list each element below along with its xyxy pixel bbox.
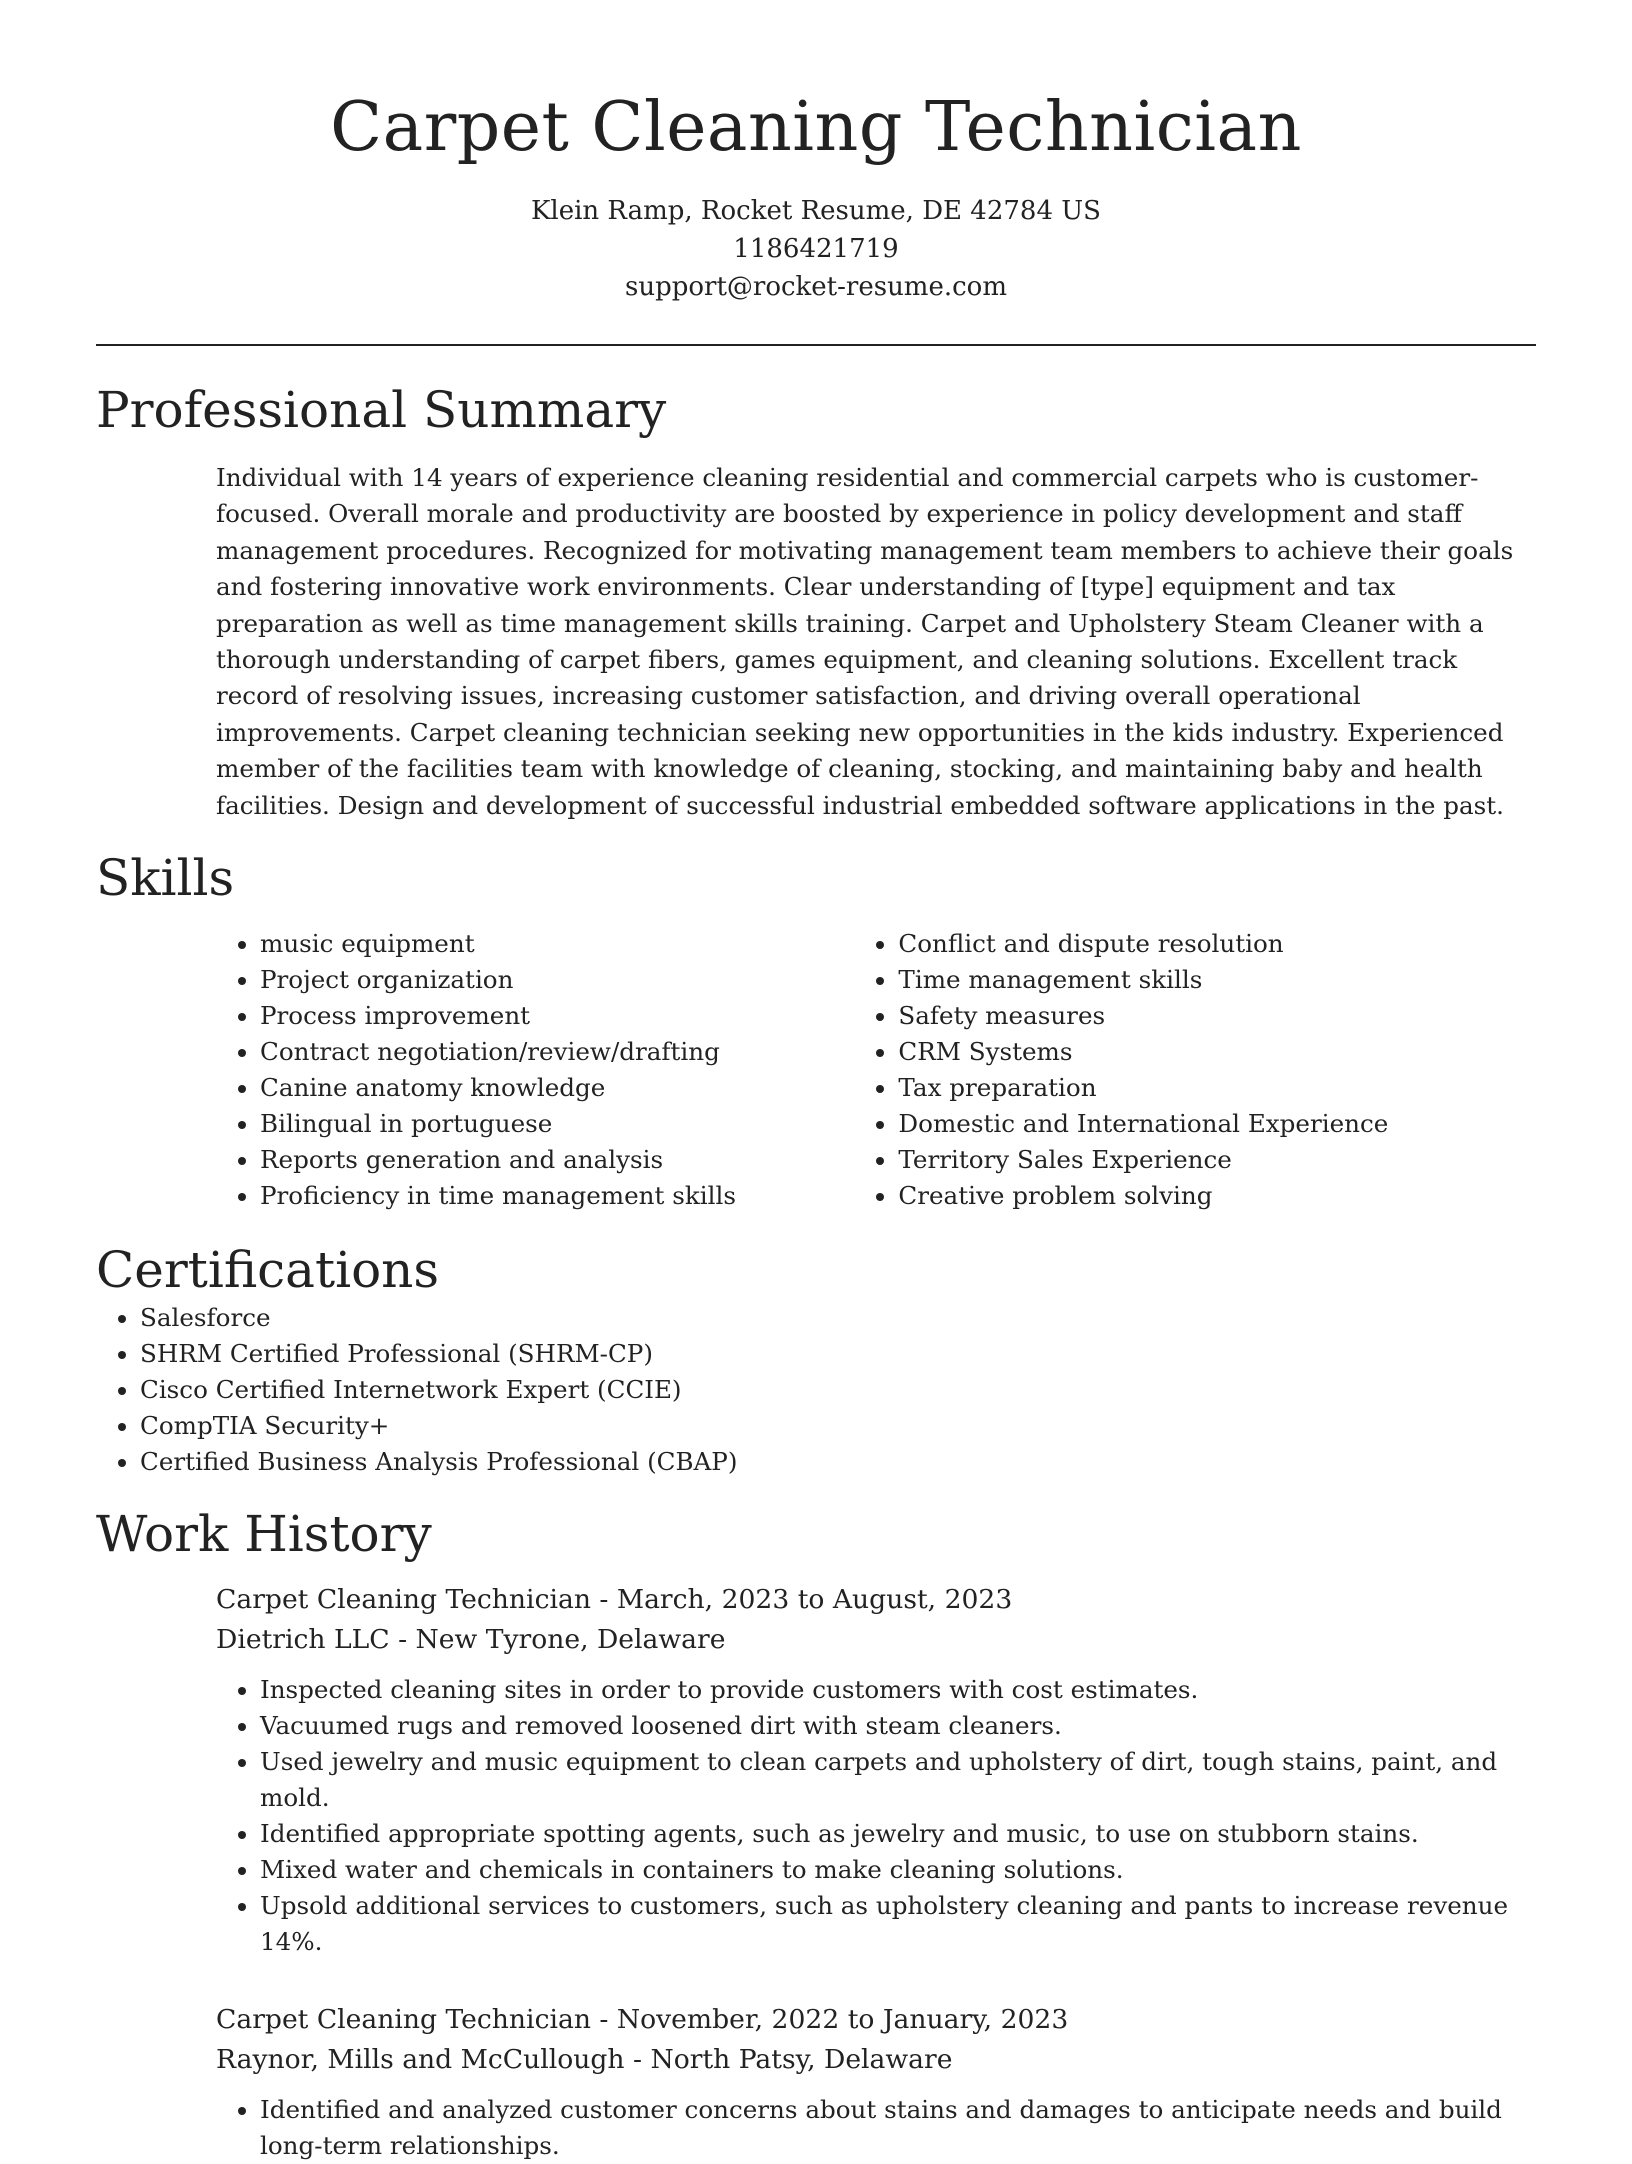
job-company-line: Dietrich LLC - New Tyrone, Delaware <box>216 1624 726 1656</box>
skill-item: • Process improvement <box>260 998 854 1034</box>
skill-item: • Canine anatomy knowledge <box>260 1070 854 1106</box>
skill-item: • Domestic and International Experience <box>898 1106 1536 1142</box>
skill-item: • Bilingual in portuguese <box>260 1106 854 1142</box>
certification-item: • Certified Business Analysis Professional (CBAP) <box>140 1444 1536 1480</box>
skills-list-right <box>854 926 1536 1214</box>
job-entry <box>216 2000 1536 2164</box>
certification-item: • Salesforce <box>140 1300 1536 1336</box>
skills-heading: Skills <box>96 849 235 908</box>
skill-item: • Tax preparation <box>898 1070 1536 1106</box>
skill-item: • music equipment <box>260 926 854 962</box>
job-duty-item: • Identified and analyzed customer concerns about stains and damages to anticipate needs and build long-term relationships. <box>260 2092 1536 2164</box>
contact-address: Klein Ramp, Rocket Resume, DE 42784 US <box>530 196 1101 226</box>
job-company-line: Raynor, Mills and McCullough - North Patsy, Delaware <box>216 2044 953 2076</box>
summary-heading: Professional Summary <box>96 381 667 439</box>
job-duties-list <box>216 1672 1536 1960</box>
skill-item: • Reports generation and analysis <box>260 1142 854 1178</box>
job-duty-item: • Upsold additional services to customers, such as upholstery cleaning and pants to increase revenue 14%. <box>260 1888 1536 1960</box>
skill-item: • Time management skills <box>898 962 1536 998</box>
job-duty-item: • Mixed water and chemicals in containers to make cleaning solutions. <box>260 1852 1536 1888</box>
skill-item: • Creative problem solving <box>898 1178 1536 1214</box>
skill-item: • CRM Systems <box>898 1034 1536 1070</box>
job-duty-item: • Used jewelry and music equipment to clean carpets and upholstery of dirt, tough stains, paint, and mold. <box>260 1744 1536 1816</box>
skill-item: • Proficiency in time management skills <box>260 1178 854 1214</box>
job-duty-item: • Vacuumed rugs and removed loosened dirt with steam cleaners. <box>260 1708 1536 1744</box>
job-entry <box>216 1580 1536 1960</box>
certification-item: • Cisco Certified Internetwork Expert (CCIE) <box>140 1372 1536 1408</box>
work-history-heading: Work History <box>96 1505 432 1564</box>
job-duties-list <box>216 2092 1536 2164</box>
certification-item: • SHRM Certified Professional (SHRM-CP) <box>140 1336 1536 1372</box>
skill-item: • Territory Sales Experience <box>898 1142 1536 1178</box>
header-divider <box>96 344 1536 346</box>
resume-page <box>96 0 1536 2164</box>
skill-item: • Safety measures <box>898 998 1536 1034</box>
contact-block <box>96 192 1536 306</box>
resume-name: Carpet Cleaning Technician <box>330 88 1302 167</box>
job-title-line: Carpet Cleaning Technician - March, 2023 to August, 2023 <box>216 1584 1013 1616</box>
contact-email: support@rocket-resume.com <box>624 272 1007 302</box>
certifications-heading: Certifications <box>96 1241 440 1300</box>
job-duty-item: • Inspected cleaning sites in order to provide customers with cost estimates. <box>260 1672 1536 1708</box>
summary-text: Individual with 14 years of experience cleaning residential and commercial carpets who is customer-focused. Overall morale and productivity are boosted by experience in policy development and staff management procedures. Recognized for motivating management team members to achieve their goals and fostering innovative work environments. Clear understanding of [type] equipment and tax preparation as well as time management skills training. Carpet and Upholstery Steam Cleaner with a thorough understanding of carpet fibers, games equipment, and cleaning solutions. Excellent track record of resolving issues, increasing customer satisfaction, and driving overall operational improvements. Carpet cleaning technician seeking new opportunities in the kids industry. Experienced member of the facilities team with knowledge of cleaning, stocking, and maintaining baby and health facilities. Design and development of successful industrial embedded software applications in the past. <box>216 463 1514 820</box>
skills-columns <box>216 926 1536 1214</box>
certifications-list <box>96 1300 1536 1480</box>
job-duty-item: • Identified appropriate spotting agents, such as jewelry and music, to use on stubborn stains. <box>260 1816 1536 1852</box>
skill-item: • Contract negotiation/review/drafting <box>260 1034 854 1070</box>
contact-phone: 1186421719 <box>733 234 899 264</box>
job-title-line: Carpet Cleaning Technician - November, 2022 to January, 2023 <box>216 2004 1069 2036</box>
certification-item: • CompTIA Security+ <box>140 1408 1536 1444</box>
skill-item: • Project organization <box>260 962 854 998</box>
skill-item: • Conflict and dispute resolution <box>898 926 1536 962</box>
skills-list-left <box>216 926 854 1214</box>
